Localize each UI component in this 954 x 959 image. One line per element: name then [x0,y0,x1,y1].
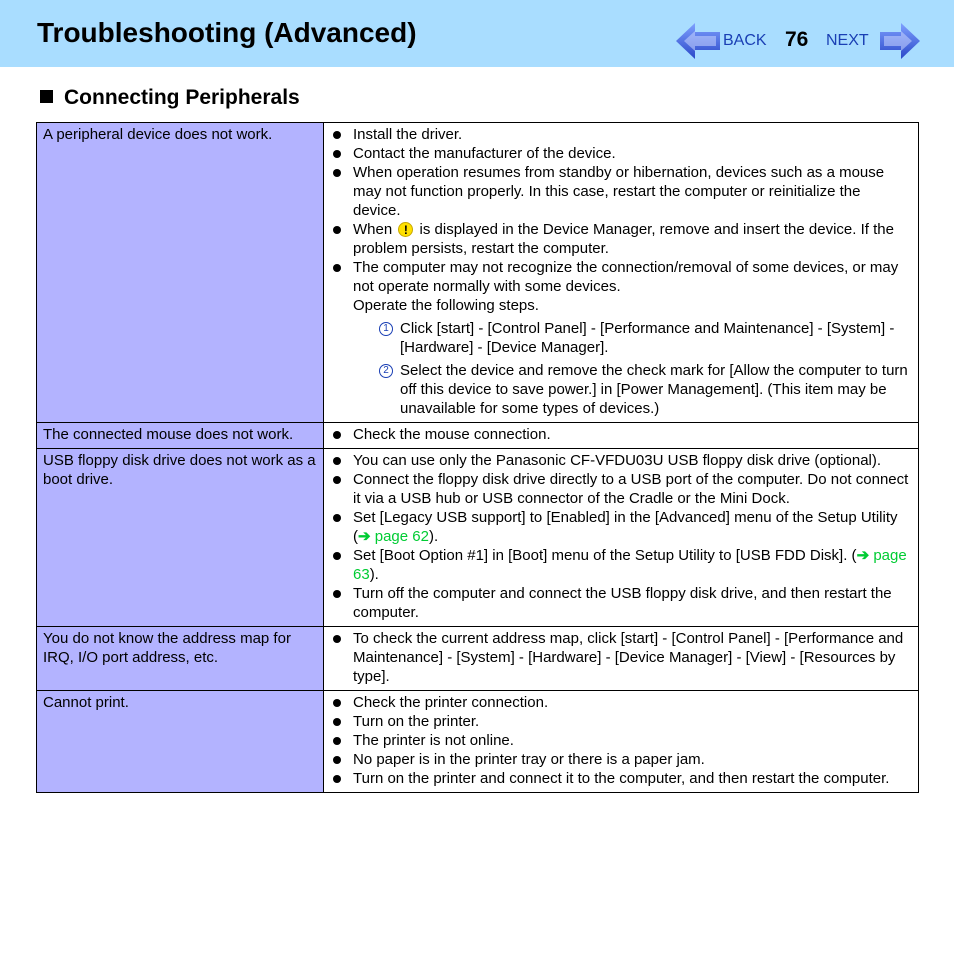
list-item: The printer is not online. [332,731,912,750]
table-row [37,423,919,449]
item-text: ). [369,566,379,583]
page-number: 76 [785,28,809,51]
list-item: To check the current address map, click [start] - [Control Panel] - [Performance and Maintenance] - [System] - [Hardware] - [Device Manager] - [View] - [Resources by type]. [332,629,912,686]
list-item: Turn off the computer and connect the USB floppy disk drive, and then restart the computer. [332,584,912,622]
item-text: The computer may not recognize the connection/removal of some devices, or may not operate normally with some devices. [353,259,899,295]
step-1 [332,319,912,357]
section-heading [40,86,300,110]
list-item: Contact the manufacturer of the device. [332,144,912,163]
page-63-link[interactable]: page 63 [353,547,907,583]
step-text: Select the device and remove the check mark for [Allow the computer to turn off this device to save power.] in [Power Management]. (This item may be unavailable for some types of devices.) [400,362,908,417]
item-text: Set [Boot Option #1] in [Boot] menu of the Setup Utility to [USB FDD Disk]. ( [353,547,857,564]
table-row [37,449,919,627]
list-item [332,258,912,315]
table-row [37,691,919,793]
list-item: Connect the floppy disk drive directly to a USB port of the computer. Do not connect it via a USB hub or USB connector of the Cradle or the Mini Dock. [332,470,912,508]
page-header [0,0,954,67]
item-text: is displayed in the Device Manager, remove and insert the device. If the problem persists, restart the computer. [353,221,894,257]
problem-cell: The connected mouse does not work. [37,423,324,449]
solution-cell [324,423,919,449]
solution-cell [324,691,919,793]
back-arrow-icon[interactable] [676,22,720,60]
list-item: You can use only the Panasonic CF-VFDU03U USB floppy disk drive (optional). [332,451,912,470]
list-item [332,508,912,546]
list-item: Check the mouse connection. [332,425,912,444]
list-item: Install the driver. [332,125,912,144]
solution-cell [324,627,919,691]
table-row [37,627,919,691]
item-text: ). [428,528,439,545]
warning-icon [398,222,413,237]
list-item [332,546,912,584]
solution-cell [324,449,919,627]
next-arrow-icon[interactable] [880,22,920,60]
solution-cell [324,123,919,423]
step-text: Click [start] - [Control Panel] - [Performance and Maintenance] - [System] - [Hardware] - [Device Manager]. [400,320,895,356]
problem-cell: Cannot print. [37,691,324,793]
square-bullet-icon [40,90,53,103]
step-number-badge: 2 [379,364,393,378]
troubleshooting-table [36,122,919,793]
problem-cell: A peripheral device does not work. [37,123,324,423]
next-link[interactable]: NEXT [826,32,869,49]
link-arrow-icon: ➔ [358,528,371,545]
list-item: When operation resumes from standby or hibernation, devices such as a mouse may not function properly. In this case, restart the computer or reinitialize the device. [332,163,912,220]
section-title: Connecting Peripherals [64,86,300,109]
step-number-badge: 1 [379,322,393,336]
problem-cell: USB floppy disk drive does not work as a boot drive. [37,449,324,627]
link-arrow-icon: ➔ [856,547,870,564]
item-text: Operate the following steps. [353,297,539,314]
list-item: No paper is in the printer tray or there is a paper jam. [332,750,912,769]
list-item: Turn on the printer and connect it to the computer, and then restart the computer. [332,769,912,788]
step-2 [332,361,912,418]
problem-cell: You do not know the address map for IRQ, I/O port address, etc. [37,627,324,691]
list-item: Turn on the printer. [332,712,912,731]
page-title: Troubleshooting (Advanced) [37,17,417,48]
item-text: Set [Legacy USB support] to [Enabled] in the [Advanced] menu of the Setup Utility ( [353,509,898,545]
item-text: When [353,221,393,238]
list-item: Check the printer connection. [332,693,912,712]
list-item [332,220,912,258]
table-row [37,123,919,423]
back-link[interactable]: BACK [723,32,767,49]
page-62-link[interactable]: page 62 [374,528,429,545]
